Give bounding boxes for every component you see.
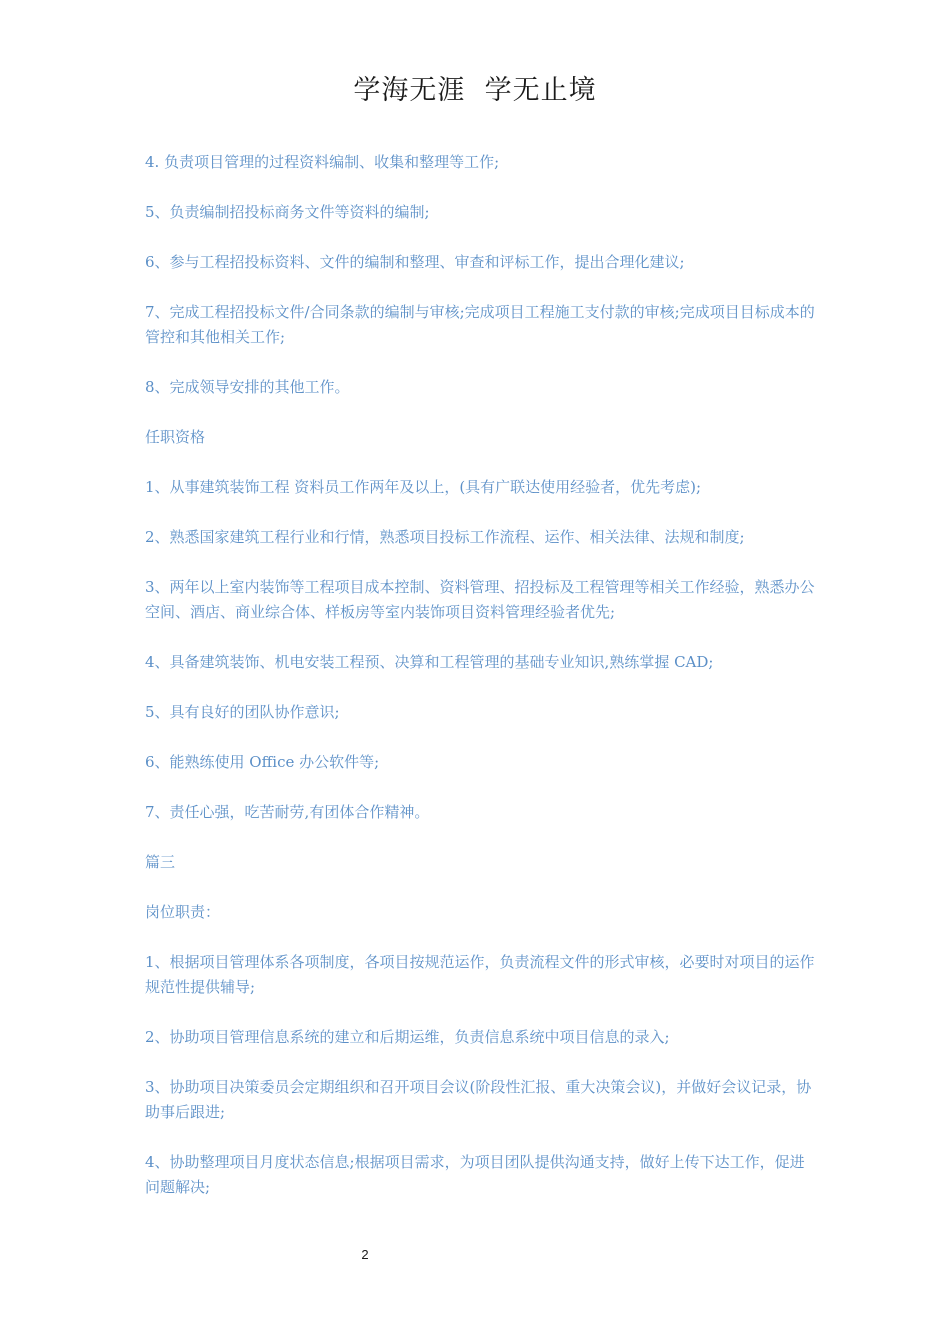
duty-item-6: 6、参与工程招投标资料、文件的编制和整理、审查和评标工作，提出合理化建议; [145,253,685,271]
page-header-title: 学海无涯 学无止境 [353,75,597,106]
duty-item-5: 5、负责编制招投标商务文件等资料的编制; [145,203,430,221]
qualification-item-1: 1、从事建筑装饰工程 资料员工作两年及以上，(具有广联达使用经验者，优先考虑); [145,478,702,496]
qualification-item-4: 4、具备建筑装饰、机电安装工程预、决算和工程管理的基础专业知识,熟练掌握 CAD; [145,653,714,671]
qualification-item-6: 6、能熟练使用 Office 办公软件等; [145,753,380,771]
job-duties-heading: 岗位职责： [145,903,221,921]
document-body [145,150,815,1225]
job-duty-item-3: 3、协助项目决策委员会定期组织和召开项目会议(阶段性汇报、重大决策会议)，并做好会议记录，协助事后跟进; [145,1078,812,1121]
job-duty-item-4: 4、协助整理项目月度状态信息;根据项目需求，为项目团队提供沟通支持，做好上传下达工作，促进问题解决; [145,1153,805,1196]
qualification-item-7: 7、责任心强，吃苦耐劳,有团体合作精神。 [145,803,430,821]
section-heading-part-three: 篇三 [145,853,176,871]
qualification-item-3: 3、两年以上室内装饰等工程项目成本控制、资料管理、招投标及工程管理等相关工作经验，熟悉办公空间、酒店、商业综合体、样板房等室内装饰项目资料管理经验者优先; [145,578,815,621]
job-duty-item-2: 2、协助项目管理信息系统的建立和后期运维，负责信息系统中项目信息的录入; [145,1028,670,1046]
job-duty-item-1: 1、根据项目管理体系各项制度，各项目按规范运作，负责流程文件的形式审核，必要时对项目的运作规范性提供辅导; [145,953,815,996]
page-number: 2 [361,1247,369,1262]
qualification-item-2: 2、熟悉国家建筑工程行业和行情，熟悉项目投标工作流程、运作、相关法律、法规和制度; [145,528,745,546]
duty-item-4: 4. 负责项目管理的过程资料编制、收集和整理等工作; [145,153,500,171]
qualifications-heading: 任职资格 [145,428,206,446]
duty-item-8: 8、完成领导安排的其他工作。 [145,378,350,396]
qualification-item-5: 5、具有良好的团队协作意识; [145,703,340,721]
duty-item-7: 7、完成工程招投标文件/合同条款的编制与审核;完成项目工程施工支付款的审核;完成项目目标成本的管控和其他相关工作; [145,303,815,346]
